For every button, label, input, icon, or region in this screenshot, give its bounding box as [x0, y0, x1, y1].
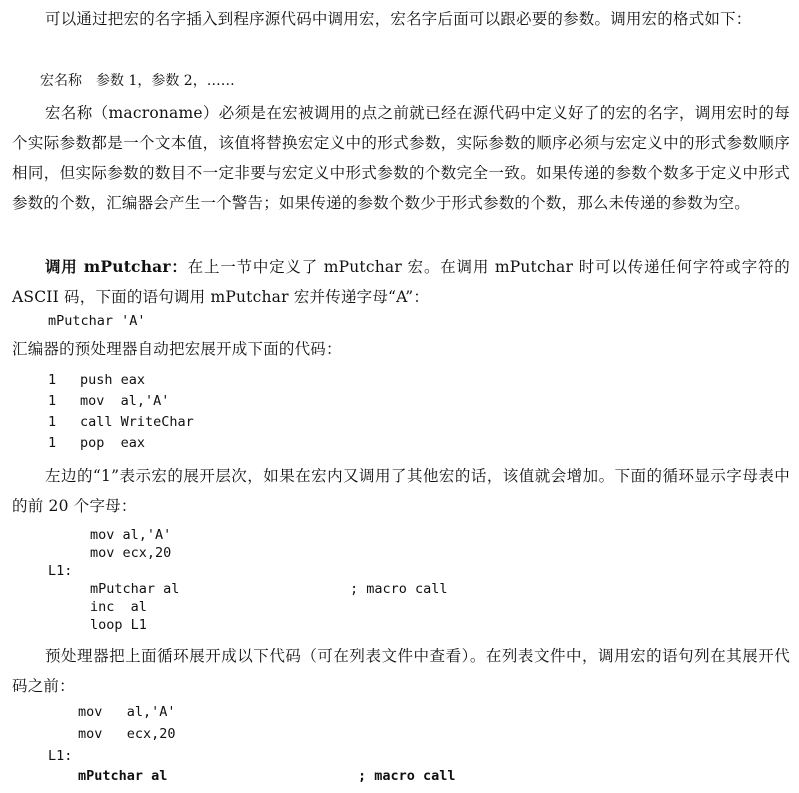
paragraph-preprocessor-expands: 汇编器的预处理器自动把宏展开成下面的代码： [12, 340, 342, 358]
listing-code-line: mov ecx,20 [78, 726, 176, 742]
invoke-mputchar-heading: 调用 mPutchar： [45, 257, 188, 276]
listing-code-line-macro: mPutchar al [78, 768, 168, 784]
macro-syntax-line: 宏名称 参数 1，参数 2，…… [40, 73, 235, 89]
loop-code-line: inc al [90, 599, 147, 615]
loop-code-line: mov ecx,20 [90, 545, 172, 561]
paragraph-listing-file: 预处理器把上面循环展开成以下代码（可在列表文件中查看）。在列表文件中，调用宏的语句列在其展开代码之前： [12, 647, 790, 695]
loop-code-line: mPutchar al [90, 581, 180, 597]
loop-code-label: L1: [48, 563, 73, 579]
code-mputchar-call: mPutchar 'A' [48, 313, 146, 329]
listing-code-line: mov al,'A' [78, 704, 176, 720]
listing-code-label: L1: [48, 748, 73, 764]
expansion-line: 1 pop eax [48, 435, 146, 451]
paragraph-invoke-mputchar [12, 252, 790, 312]
expansion-line: 1 mov al,'A' [48, 393, 170, 409]
paragraph-macro-invocation: 可以通过把宏的名字插入到程序源代码中调用宏，宏名字后面可以跟必要的参数。调用宏的格式如下： [45, 10, 752, 28]
expansion-line: 1 call WriteChar [48, 414, 194, 430]
listing-code-comment: ; macro call [358, 768, 456, 784]
expansion-line: 1 push eax [48, 372, 146, 388]
invoke-mputchar-text: 在上一节中定义了 mPutchar 宏。在调用 mPutchar 时可以传递任何字符或字符的 ASCII 码，下面的语句调用 mPutchar 宏并传递字母“A”： [12, 258, 790, 306]
paragraph-macroname-description: 宏名称（macroname）必须是在宏被调用的点之前就已经在源代码中定义好了的宏的名字，调用宏时的每个实际参数都是一个文本值，该值将替换宏定义中的形式参数，实际参数的顺序必须与宏定义中的形式参数顺序相同，但实际参数的数目不一定非要与宏定义中形式参数的个数完全一致。如果传递的参数个数多于定义中形式参数的个数，汇编器会产生一个警告；如果传递的参数个数少于形式参数的个数，那么未传递的参数为空。 [12, 104, 790, 212]
paragraph-expansion-level: 左边的“1”表示宏的展开层次，如果在宏内又调用了其他宏的话，该值就会增加。下面的循环显示字母表中的前 20 个字母： [12, 467, 790, 515]
loop-code-comment: ; macro call [350, 581, 448, 597]
loop-code-line: loop L1 [90, 617, 147, 633]
loop-code-line: mov al,'A' [90, 527, 172, 543]
